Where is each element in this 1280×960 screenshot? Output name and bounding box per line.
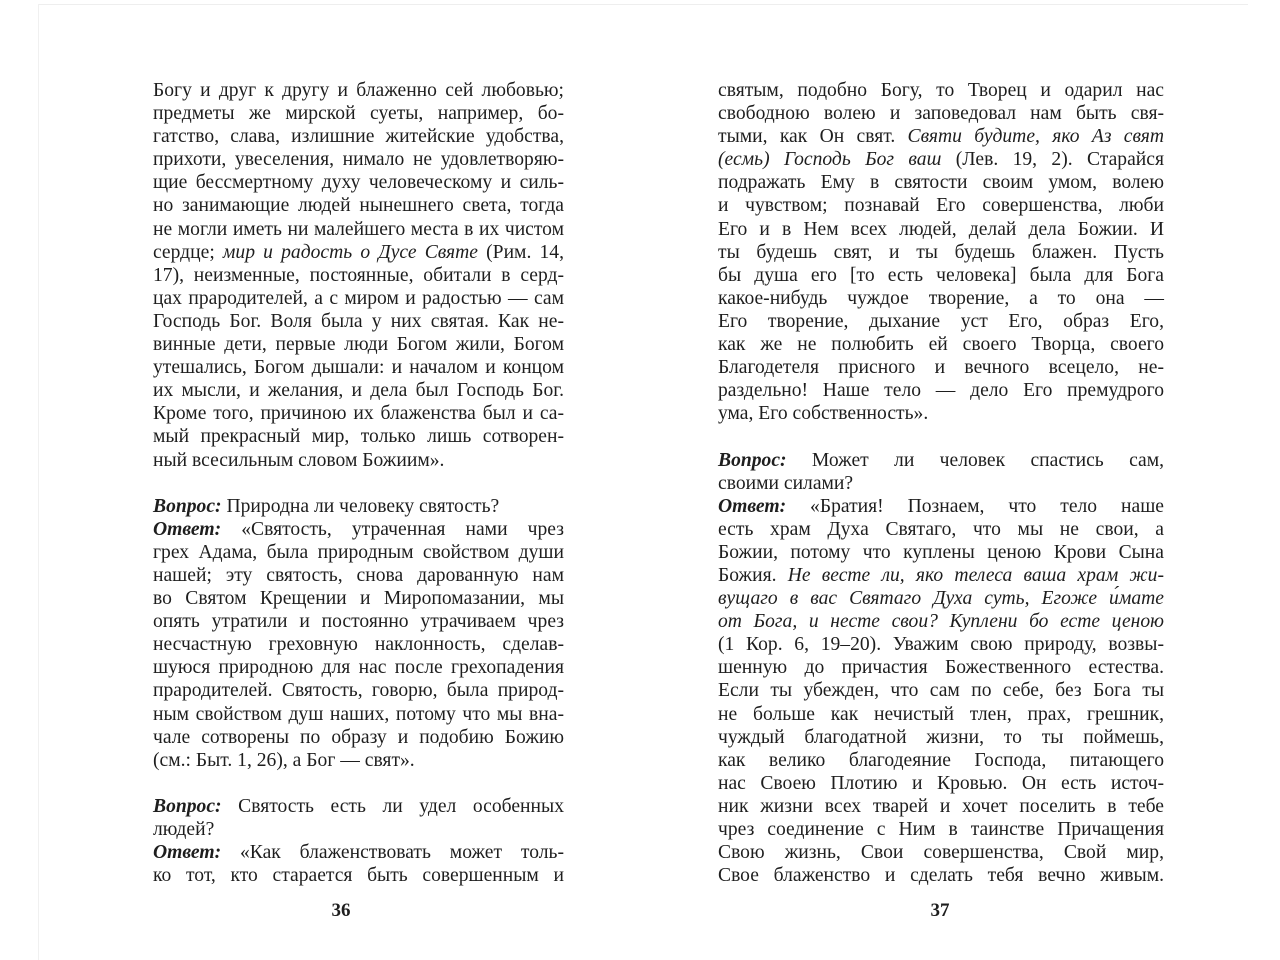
text-run: свободною волею и заповедовал нам быть свя-	[718, 103, 1164, 125]
text-line	[718, 495, 1164, 518]
text-line	[718, 449, 1164, 472]
scripture-quote: вущаго в вас Святаго Духа суть, Егоже и́мате	[718, 588, 1164, 610]
text-run: есть храм Духа Святаго, что мы не свои, а	[718, 518, 1164, 540]
qa-label: Ответ:	[153, 842, 222, 864]
text-run: не могли иметь ни малейшего места в их чистом	[153, 218, 564, 240]
text-line	[153, 610, 564, 633]
text-run: (Лев. 19, 2). Старайся	[941, 149, 1164, 171]
text-run: Господь Бог. Воля была у них святая. Как не-	[153, 310, 564, 332]
text-run: бы душа его [то есть человека] была для Бога	[718, 264, 1164, 286]
text-run: и чувством; познавай Его совершенства, люби	[718, 195, 1164, 217]
text-line	[718, 287, 1164, 310]
text-line	[153, 264, 564, 287]
text-run: Природна ли человеку святость?	[221, 495, 500, 517]
text-run: Может ли человек спастись сам,	[786, 449, 1164, 471]
text-line	[718, 241, 1164, 264]
paragraph-gap	[153, 772, 564, 795]
text-run: не больше как нечистый тлен, прах, грешник,	[718, 703, 1164, 725]
scripture-quote: Святи будите, яко Аз свят	[907, 126, 1165, 148]
text-run: гатство, слава, излишние житейские удобства,	[153, 126, 564, 148]
text-line	[718, 679, 1164, 702]
text-run: цах прародителей, а с миром и радостью — сам	[153, 287, 564, 309]
text-run: утешались, Богом дышали: и началом и концом	[153, 357, 564, 379]
text-line	[718, 310, 1164, 333]
text-run: подражать Ему в святости своим умом, волею	[718, 172, 1164, 194]
text-run: ный всесильным словом Божиим».	[153, 449, 445, 471]
text-line	[153, 795, 564, 818]
text-run: их мысли, и желания, и дела был Господь Бог.	[153, 380, 564, 402]
text-line	[153, 425, 564, 448]
left-page-number: 36	[331, 900, 351, 921]
text-run: Божии, потому что куплены ценою Крови Сына	[718, 541, 1164, 563]
text-run: шенную до причастия Божественного естества.	[718, 657, 1164, 679]
scripture-quote: мир и радость о Дусе Святе	[222, 241, 478, 263]
text-run: предметы же мирской суеты, например, бо-	[153, 103, 564, 125]
text-line	[153, 333, 564, 356]
right-page-number: 37	[930, 900, 950, 921]
text-run: ным свойством душ наших, потому что мы вна-	[153, 703, 564, 725]
scan-edge-left	[38, 4, 39, 960]
text-line	[718, 656, 1164, 679]
text-run: «Братия! Познаем, что тело наше	[786, 495, 1164, 517]
text-line	[153, 171, 564, 194]
text-line	[153, 241, 564, 264]
text-line	[718, 703, 1164, 726]
text-line	[718, 125, 1164, 148]
text-line	[718, 587, 1164, 610]
text-run: ник жизни всех тварей и хочет поселить в тебе	[718, 795, 1164, 817]
text-run: чале сотворены по образу и подобию Божию	[153, 726, 564, 748]
text-line	[718, 379, 1164, 402]
text-line	[153, 679, 564, 702]
text-line	[718, 749, 1164, 772]
text-line	[153, 194, 564, 217]
right-page-text	[718, 79, 1164, 887]
text-run: Если ты убежден, что сам по себе, без Бога ты	[718, 680, 1164, 702]
text-run: «Как блаженствовать может толь-	[221, 842, 564, 864]
text-line	[718, 518, 1164, 541]
scripture-quote: (есмь) Господь Бог ваш	[718, 149, 942, 171]
text-line	[718, 772, 1164, 795]
text-run: прародителей. Святость, говорю, была природ-	[153, 680, 564, 702]
text-line	[153, 864, 564, 887]
text-run: но занимающие людей нынешнего света, тогда	[153, 195, 564, 217]
text-line	[718, 795, 1164, 818]
text-line	[718, 102, 1164, 125]
text-line	[153, 841, 564, 864]
text-line	[718, 333, 1164, 356]
text-line	[153, 79, 564, 102]
text-run: раздельно! Наше тело — дело Его премудрого	[718, 380, 1164, 402]
text-run: сердце;	[153, 241, 223, 263]
text-line	[718, 610, 1164, 633]
text-line	[153, 310, 564, 333]
text-line	[153, 749, 564, 772]
text-run: Святость есть ли удел особенных	[221, 795, 564, 817]
text-line	[153, 818, 564, 841]
text-line	[153, 449, 564, 472]
text-line	[718, 541, 1164, 564]
text-line	[718, 633, 1164, 656]
text-run: (см.: Быт. 1, 26), а Бог — свят».	[153, 749, 415, 771]
text-run: Богу и друг к другу и блаженно сей любовью;	[153, 80, 564, 101]
paragraph-gap	[718, 425, 1164, 448]
text-line	[153, 356, 564, 379]
text-line	[153, 633, 564, 656]
text-line	[718, 148, 1164, 171]
text-run: щие бессмертному духу человеческому и силь-	[153, 172, 564, 194]
text-line	[718, 402, 1164, 425]
qa-label: Вопрос:	[718, 449, 787, 471]
text-line	[718, 218, 1164, 241]
text-run: «Святость, утраченная нами чрез	[221, 518, 564, 540]
text-line	[718, 864, 1164, 887]
text-run: ты будешь свят, и ты будешь блажен. Пусть	[718, 241, 1164, 263]
text-run: чуждый благодатной жизни, то ты поймешь,	[718, 726, 1164, 748]
text-line	[153, 379, 564, 402]
text-line	[718, 726, 1164, 749]
text-run: опять утратили и постоянно утрачиваем чрез	[153, 611, 564, 633]
text-line	[718, 171, 1164, 194]
text-line	[153, 287, 564, 310]
text-run: грех Адама, была природным свойством души	[153, 541, 564, 563]
text-line	[718, 472, 1164, 495]
text-run: нас Своею Плотию и Кровью. Он есть источ-	[718, 772, 1164, 794]
text-run: ума, Его собственность».	[718, 403, 929, 425]
scan-edge-top	[38, 4, 1248, 5]
qa-label: Вопрос:	[153, 795, 222, 817]
text-line	[718, 79, 1164, 102]
scripture-quote: от Бога, и несте свои? Куплени бо есте ценою	[718, 611, 1164, 633]
qa-label: Вопрос:	[153, 495, 222, 517]
text-run: тыми, как Он свят.	[718, 126, 908, 148]
text-line	[718, 194, 1164, 217]
paragraph-gap	[153, 472, 564, 495]
text-run: Кроме того, причиною их блаженства был и са-	[153, 403, 564, 425]
text-run: Свое блаженство и сделать тебя вечно живым.	[718, 865, 1164, 887]
text-line	[153, 726, 564, 749]
text-run: (Рим. 14,	[478, 241, 564, 263]
text-run: людей?	[153, 819, 215, 840]
text-run: чрез соединение с Ним в таинстве Причащения	[718, 819, 1164, 840]
text-run: своими силами?	[718, 472, 854, 494]
text-run: Божия.	[718, 564, 788, 586]
qa-label: Ответ:	[153, 518, 222, 540]
text-line	[153, 587, 564, 610]
qa-label: Ответ:	[718, 495, 787, 517]
text-line	[153, 656, 564, 679]
text-run: Благодетеля присного и вечного всецело, не-	[718, 357, 1164, 379]
text-line	[153, 148, 564, 171]
text-run: как велико благодеяние Господа, питающего	[718, 749, 1164, 771]
text-line	[718, 356, 1164, 379]
text-run: нашей; эту святость, снова дарованную нам	[153, 564, 564, 586]
text-line	[153, 102, 564, 125]
text-line	[153, 541, 564, 564]
text-line	[153, 125, 564, 148]
text-run: ко тот, кто старается быть совершенным и	[153, 865, 564, 887]
text-run: 17), неизменные, постоянные, обитали в серд-	[153, 264, 564, 286]
text-run: (1 Кор. 6, 19–20). Уважим свою природу, возвы-	[718, 634, 1164, 656]
text-line	[153, 518, 564, 541]
text-line	[153, 402, 564, 425]
text-line	[718, 564, 1164, 587]
text-line	[718, 818, 1164, 841]
text-run: как же не полюбить ей своего Творца, своего	[718, 334, 1164, 356]
text-line	[153, 703, 564, 726]
text-run: какое-нибудь чуждое творение, а то она —	[718, 287, 1164, 309]
text-line	[153, 564, 564, 587]
text-run: Его творение, дыхание уст Его, образ Его,	[718, 310, 1164, 332]
text-line	[153, 218, 564, 241]
text-line	[718, 264, 1164, 287]
text-run: мый прекрасный мир, только лишь сотворен-	[153, 426, 564, 448]
text-run: Свою жизнь, Свои совершенства, Свой мир,	[718, 842, 1164, 864]
text-run: святым, подобно Богу, то Творец и одарил нас	[718, 80, 1164, 101]
text-line	[718, 841, 1164, 864]
text-run: Его и в Нем всех людей, делай дела Божии. И	[718, 218, 1164, 240]
text-line	[153, 495, 564, 518]
left-page-text	[153, 79, 564, 887]
text-run: несчастную греховную наклонность, сделав-	[153, 634, 564, 656]
text-run: винные дети, первые люди Богом жили, Богом	[153, 334, 564, 356]
text-run: прихоти, увеселения, нимало не удовлетворяю-	[153, 149, 564, 171]
text-run: во Святом Крещении и Миропомазании, мы	[153, 588, 564, 610]
scripture-quote: Не весте ли, яко телеса ваша храм жи-	[787, 564, 1164, 586]
text-run: шуюся природною для нас после грехопадения	[153, 657, 564, 679]
